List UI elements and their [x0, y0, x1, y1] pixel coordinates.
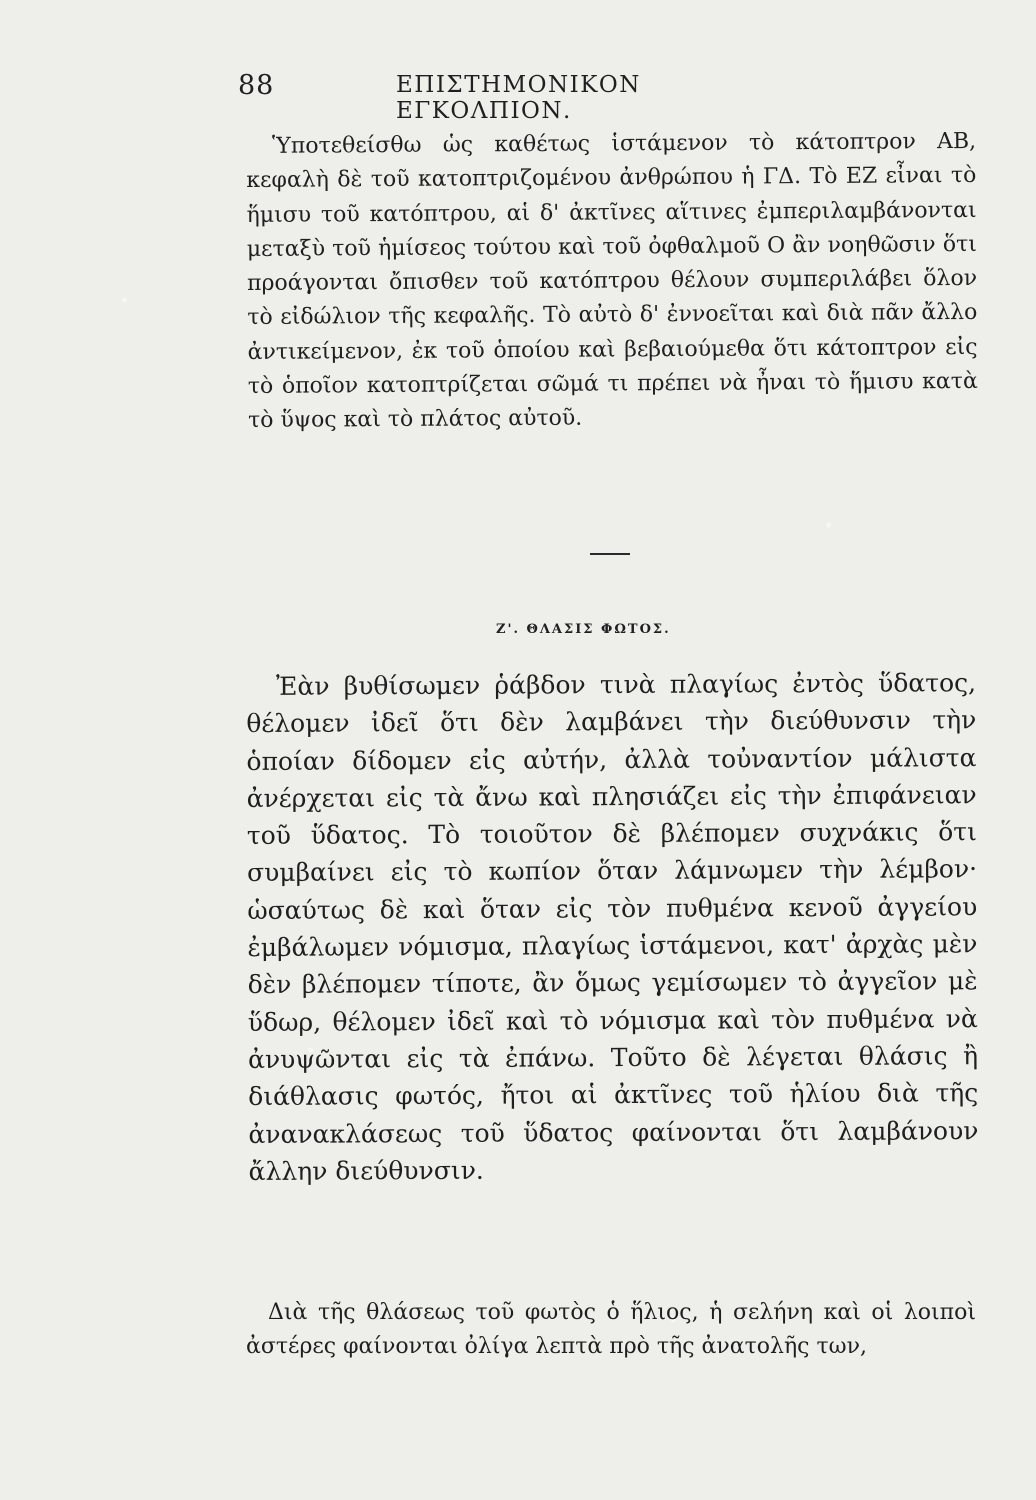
running-title: ΕΠΙΣΤΗΜΟΝΙΚΟΝ ΕΓΚΟΛΠΙΟΝ.	[396, 72, 641, 124]
paragraph-refraction-stars	[246, 1296, 976, 1364]
paragraph-refraction	[246, 664, 979, 1190]
paragraph-mirror-explanation	[246, 125, 978, 439]
section-heading: Ζ'. ΘΛΑΣΙΣ ΦΩΤΟΣ.	[496, 622, 671, 637]
page-header	[238, 66, 798, 124]
paragraph-text: Ὑποτεθείσθω ὡς καθέτως ἱστάμενον τὸ κάτοπτρον ΑΒ, κεφαλὴ δὲ τοῦ κατοπτριζομένου ἀνθρώπου ἡ ΓΔ. Τὸ ΕΖ εἶναι τὸ ἥμισυ τοῦ κατόπτρου, αἱ δ' ἀκτῖνες αἵτινες ἐμπεριλαμβάνονται μεταξὺ τοῦ ἡμίσεος τούτου καὶ τοῦ ὀφθαλμοῦ Ο ἂν νοηθῶσιν ὅτι προάγονται ὄπισθεν τοῦ κατόπτρου θέλουν συμπεριλάβει ὅλον τὸ εἰδώλιον τῆς κεφαλῆς. Τὸ αὐτὸ δ' ἐννοεῖται καὶ διὰ πᾶν ἄλλο ἀντικείμενον, ἐκ τοῦ ὁποίου καὶ βεβαιούμεθα ὅτι κάτοπτρον εἰς τὸ ὁποῖον κατοπτρίζεται σῶμά τι πρέπει νὰ ἦναι τὸ ἥμισυ κατὰ τὸ ὕψος καὶ τὸ πλάτος αὐτοῦ.	[246, 128, 978, 434]
page-number: 88	[238, 70, 275, 101]
paragraph-text: Διὰ τῆς θλάσεως τοῦ φωτὸς ὁ ἥλιος, ἡ σελήνη καὶ οἱ λοιποὶ ἀστέρες φαίνονται ὀλίγα λεπτὰ πρὸ τῆς ἀνατολῆς των,	[246, 1300, 976, 1359]
section-divider	[590, 553, 630, 555]
paragraph-text: Ἐὰν βυθίσωμεν ῥάβδον τινὰ πλαγίως ἐντὸς ὕδατος, θέλομεν ἰδεῖ ὅτι δὲν λαμβάνει τὴν διεύθυνσιν τὴν ὁποίαν δίδομεν εἰς αὐτήν, ἀλλὰ τοὐναντίον μάλιστα ἀνέρχεται εἰς τὰ ἄνω καὶ πλησιάζει εἰς τὴν ἐπιφάνειαν τοῦ ὕδατος. Τὸ τοιοῦτον δὲ βλέπομεν συχνάκις ὅτι συμβαίνει εἰς τὸ κωπίον ὅταν λάμνωμεν τὴν λέμβον· ὡσαύτως δὲ καὶ ὅταν εἰς τὸν πυθμένα κενοῦ ἀγγείου ἐμβάλωμεν νόμισμα, πλαγίως ἱστάμενοι, κατ' ἀρχὰς μὲν δὲν βλέπομεν τίποτε, ἂν ὅμως γεμίσωμεν τὸ ἀγγεῖον μὲ ὕδωρ, θέλομεν ἰδεῖ καὶ τὸ νόμισμα καὶ τὸν πυθμένα νὰ ἀνυψῶνται εἰς τὰ ἐπάνω. Τοῦτο δὲ λέγεται θλάσις ἢ διάθλασις φωτός, ἤτοι αἱ ἀκτῖνες τοῦ ἡλίου διὰ τῆς ἀνανακλάσεως τοῦ ὕδατος φαίνονται ὅτι λαμβάνουν ἄλλην διεύθυνσιν.	[246, 668, 979, 1186]
